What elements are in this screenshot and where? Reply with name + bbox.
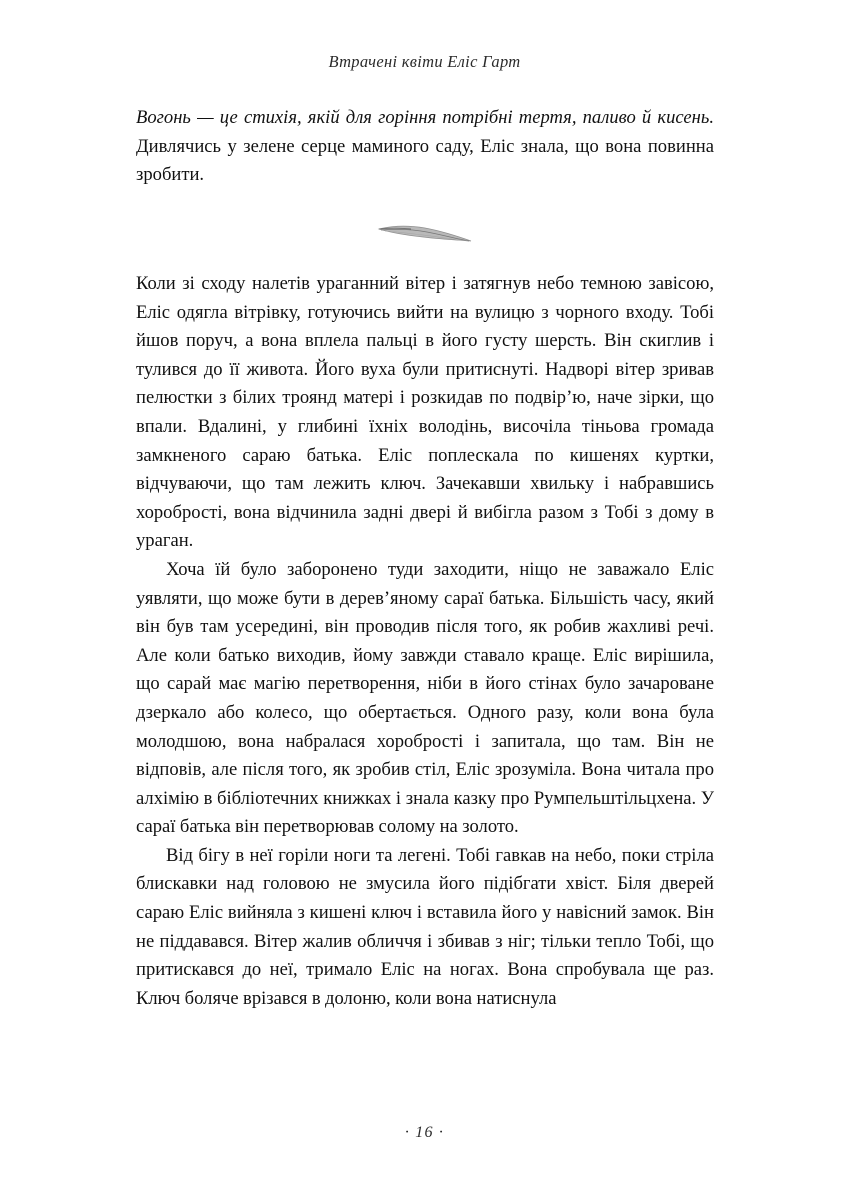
section-divider: [0, 212, 849, 254]
running-head: Втрачені квіти Еліс Гарт: [328, 52, 521, 71]
body-paragraph: Хоча їй було заборонено туди заходити, ніщо не заважало Еліс уявляти, що може бути в дерев’яному сараї батька. Більшість часу, який він був там усередині, він проводив після того, як робив жахливі речі. Але коли батько виходив, йому завжди ставало краще. Еліс вирішила, що сарай має магію перетворення, ніби в його стінах було зачароване дзеркало або колесо, що обертається. Одного разу, коли вона була молодшою, вона набралася хоробрості і запитала, що там. Він не відповів, але після того, як зробив стіл, Еліс зрозуміла. Вона читала про алхімію в бібліотечних книжках і знала казку про Румпельштільцхена. У сараї батька він перетворював солому на золото.: [136, 558, 714, 838]
body-text-block: [136, 270, 714, 1013]
opening-text-block: [136, 104, 714, 190]
opening-roman-rest: Дивлячись у зелене серце маминого саду, Еліс знала, що вона повинна зробити.: [136, 135, 714, 186]
opening-paragraph: [136, 104, 714, 190]
body-paragraph: Від бігу в неї горіли ноги та легені. Тобі гавкав на небо, поки стріла блискавки над головою не змусила його підібгати хвіст. Біля дверей сараю Еліс вийняла з кишені ключ і вставила його у навісний замок. Він не піддавався. Вітер жалив обличчя і збивав з ніг; тільки тепло Тобі, що притискався до неї, тримало Еліс на ногах. Вона спробувала ще раз. Ключ боляче врізався в долоню, коли вона натиснула: [136, 844, 714, 1009]
body-paragraph: Коли зі сходу налетів ураганний вітер і затягнув небо темною завісою, Еліс одягла вітрівку, готуючись вийти на вулицю з чорного входу. Тобі йшов поруч, а вона вплела пальці в його густу шерсть. Він скиглив і тулився до її живота. Його вуха були притиснуті. Надворі вітер зривав пелюстки з білих троянд матері і розкидав по подвір’ю, наче зірки, що впали. Вдалині, у глибині їхніх володінь, височіла тіньова громада замкненого сараю батька. Еліс поплескала по кишенях куртки, відчуваючи, що там лежить ключ. Зачекавши хвильку і набравшись хоробрості, вона відчинила задні двері й вибігла разом з Тобі з дому в ураган.: [136, 273, 714, 552]
opening-italic-lede: Вогонь — це стихія, якій для горіння потрібні тертя, паливо й кисень.: [136, 107, 714, 128]
page-number: · 16 ·: [404, 1124, 445, 1141]
leaf-ornament: [377, 220, 473, 246]
